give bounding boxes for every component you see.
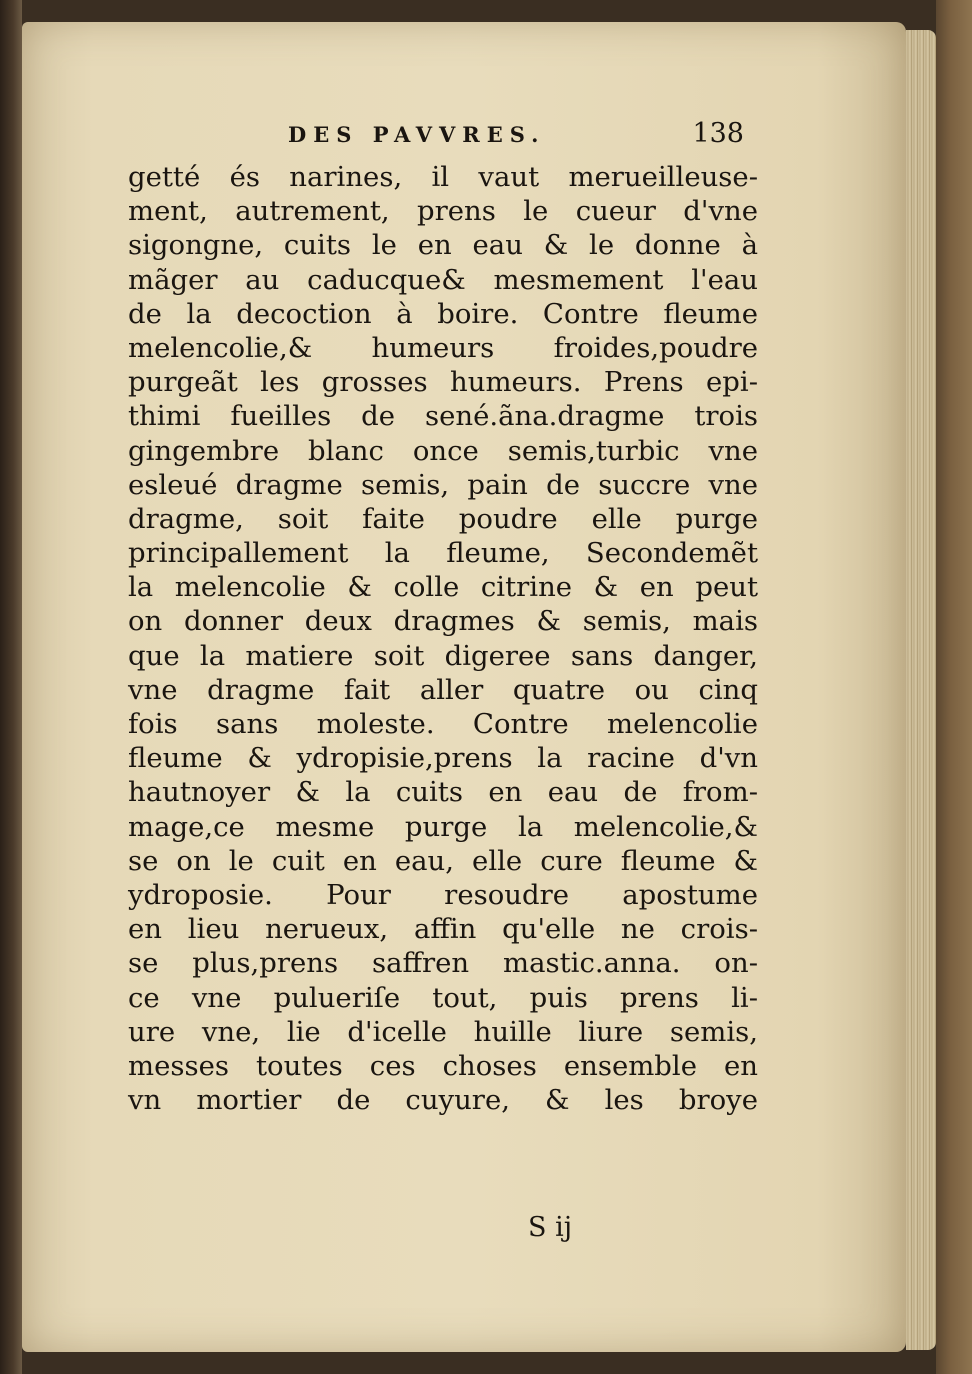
text-line: messes toutes ces choses ensemble en [128, 1049, 758, 1082]
signature-mark: S ij [528, 1212, 573, 1243]
text-line: ce vne pulueriſe tout, puis prens li- [128, 981, 758, 1014]
text-line: sigongne, cuits le en eau & le donne à [128, 229, 758, 262]
text-block [128, 118, 758, 1117]
text-line: se plus,prens saffren mastic.anna. on- [128, 947, 758, 980]
text-line: mãger au caducque& mesmement l'eau [128, 263, 758, 296]
text-line: fleume & ydropisie,prens la racine d'vn [128, 742, 758, 775]
text-line: de la decoction à boire. Contre fleume [128, 297, 758, 330]
text-line: getté és narines, il vaut merueilleuse- [128, 161, 758, 193]
body-text [128, 160, 758, 1117]
text-line: en lieu nerueux, affin qu'elle ne crois- [128, 913, 758, 946]
text-line: principallement la fleume, Secondemẽt [128, 537, 758, 570]
text-line: vn mortier de cuyure, & les broye [128, 1084, 758, 1117]
text-line: gingembre blanc once semis,turbic vne [128, 434, 758, 467]
page-number: 138 [692, 118, 744, 149]
text-line: se on le cuit en eau, elle cure fleume & [128, 844, 758, 877]
running-title: DES PAVVRES. [288, 122, 546, 147]
running-head [128, 118, 758, 160]
text-line: purgeãt les grosses humeurs. Prens epi- [128, 366, 758, 399]
text-line: la melencolie & colle citrine & en peut [128, 571, 758, 604]
text-line: ment, autrement, prens le cueur d'vne [128, 195, 758, 228]
page-edges [906, 30, 936, 1350]
book-spine-left [0, 0, 22, 1374]
text-line: vne dragme fait aller quatre ou cinq [128, 673, 758, 706]
text-line: fois sans moleste. Contre melencolie [128, 708, 758, 740]
text-line: que la matiere soit digeree sans danger, [128, 639, 758, 672]
book-cover-right [936, 0, 972, 1374]
text-line: ydroposie. Pour resoudre apostume [128, 878, 758, 911]
text-line: melencolie,& humeurs froides,poudre [128, 331, 758, 364]
text-line: mage,ce mesme purge la melencolie,& [128, 810, 758, 843]
text-line: hautnoyer & la cuits en eau de from- [128, 776, 758, 809]
text-line: on donner deux dragmes & semis, mais [128, 605, 758, 638]
text-line: ure vne, lie d'icelle huille liure semis, [128, 1015, 758, 1048]
text-line: thimi fueilles de sené.ãna.dragme trois [128, 400, 758, 433]
text-line: dragme, soit faite poudre elle purge [128, 502, 758, 535]
text-line: esleué dragme semis, pain de succre vne [128, 468, 758, 501]
